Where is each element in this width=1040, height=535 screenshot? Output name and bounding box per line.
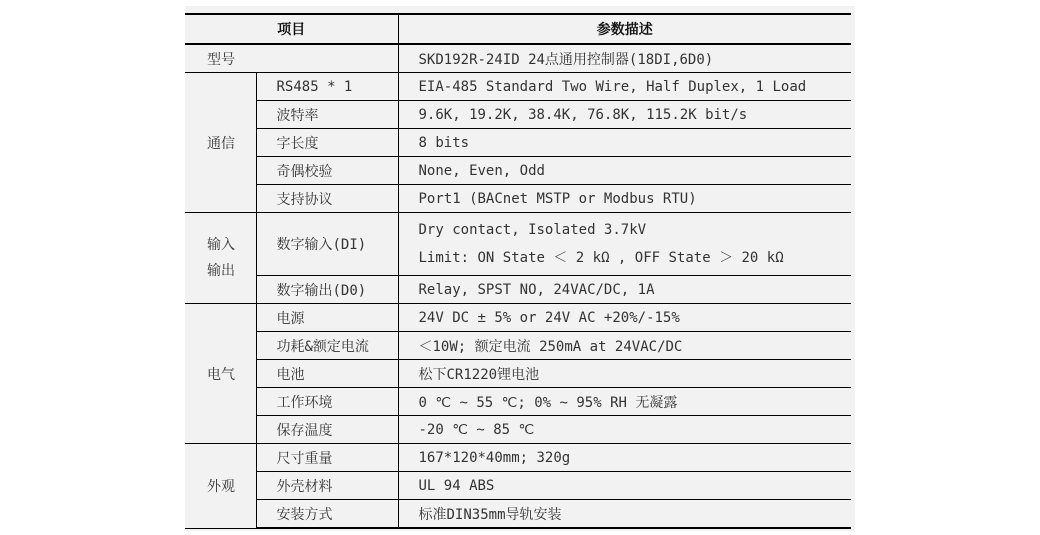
row-value: 167*120*40mm; 320g	[398, 444, 851, 472]
row-value: 0 ℃ ~ 55 ℃; 0% ~ 95% RH 无凝露	[398, 388, 851, 416]
table-row	[185, 416, 851, 444]
row-value: -20 ℃ ~ 85 ℃	[398, 416, 851, 444]
group-elec: 电气	[185, 304, 256, 444]
row-value: 松下CR1220锂电池	[398, 360, 851, 388]
row-label: 外壳材料	[256, 472, 398, 500]
row-label: 尺寸重量	[256, 444, 398, 472]
row-label: 保存温度	[256, 416, 398, 444]
row-label: 电源	[256, 304, 398, 332]
table-row	[185, 213, 851, 276]
row-value: None, Even, Odd	[398, 157, 851, 185]
di-value-line2: Limit: ON State ＜ 2 kΩ , OFF State ＞ 20 kΩ	[418, 250, 784, 266]
row-value: Port1 (BACnet MSTP or Modbus RTU)	[398, 185, 851, 213]
header-item: 项目	[185, 14, 398, 44]
table-row	[185, 472, 851, 500]
table-row	[185, 276, 851, 304]
di-value	[398, 213, 851, 276]
row-value: 24V DC ± 5% or 24V AC +20%/-15%	[398, 304, 851, 332]
table-row-model	[185, 44, 851, 73]
table-row	[185, 185, 851, 213]
row-value: UL 94 ABS	[398, 472, 851, 500]
row-value: ＜10W; 额定电流 250mA at 24VAC/DC	[398, 332, 851, 360]
row-label: 电池	[256, 360, 398, 388]
row-value: EIA-485 Standard Two Wire, Half Duplex, 1 Load	[398, 73, 851, 101]
model-value: SKD192R-24ID 24点通用控制器(18DI,6D0)	[398, 44, 851, 73]
model-label: 型号	[185, 44, 398, 73]
header-desc: 参数描述	[398, 14, 851, 44]
row-label: 安装方式	[256, 500, 398, 529]
row-label: RS485 * 1	[256, 73, 398, 101]
table-row	[185, 101, 851, 129]
table-row	[185, 360, 851, 388]
row-label: 支持协议	[256, 185, 398, 213]
spec-table	[185, 13, 851, 529]
do-label: 数字输出(D0)	[256, 276, 398, 304]
table-row	[185, 129, 851, 157]
table-row	[185, 157, 851, 185]
table-header-row	[185, 14, 851, 44]
table-row	[185, 304, 851, 332]
table-row	[185, 73, 851, 101]
row-label: 奇偶校验	[256, 157, 398, 185]
table-row	[185, 332, 851, 360]
group-appearance: 外观	[185, 444, 256, 529]
row-label: 工作环境	[256, 388, 398, 416]
di-value-line1: Dry contact, Isolated 3.7kV	[418, 222, 647, 238]
row-label: 波特率	[256, 101, 398, 129]
row-label: 字长度	[256, 129, 398, 157]
group-comm: 通信	[185, 73, 256, 213]
table-row	[185, 444, 851, 472]
group-io	[185, 213, 256, 304]
row-value: 8 bits	[398, 129, 851, 157]
row-value: 标准DIN35mm导轨安装	[398, 500, 851, 529]
group-io-line1: 输入	[207, 237, 235, 253]
table-row	[185, 388, 851, 416]
group-io-line2: 输出	[207, 263, 235, 279]
table-row	[185, 500, 851, 529]
di-label: 数字输入(DI)	[256, 213, 398, 276]
row-value: 9.6K, 19.2K, 38.4K, 76.8K, 115.2K bit/s	[398, 101, 851, 129]
row-label: 功耗&额定电流	[256, 332, 398, 360]
do-value: Relay, SPST NO, 24VAC/DC, 1A	[398, 276, 851, 304]
